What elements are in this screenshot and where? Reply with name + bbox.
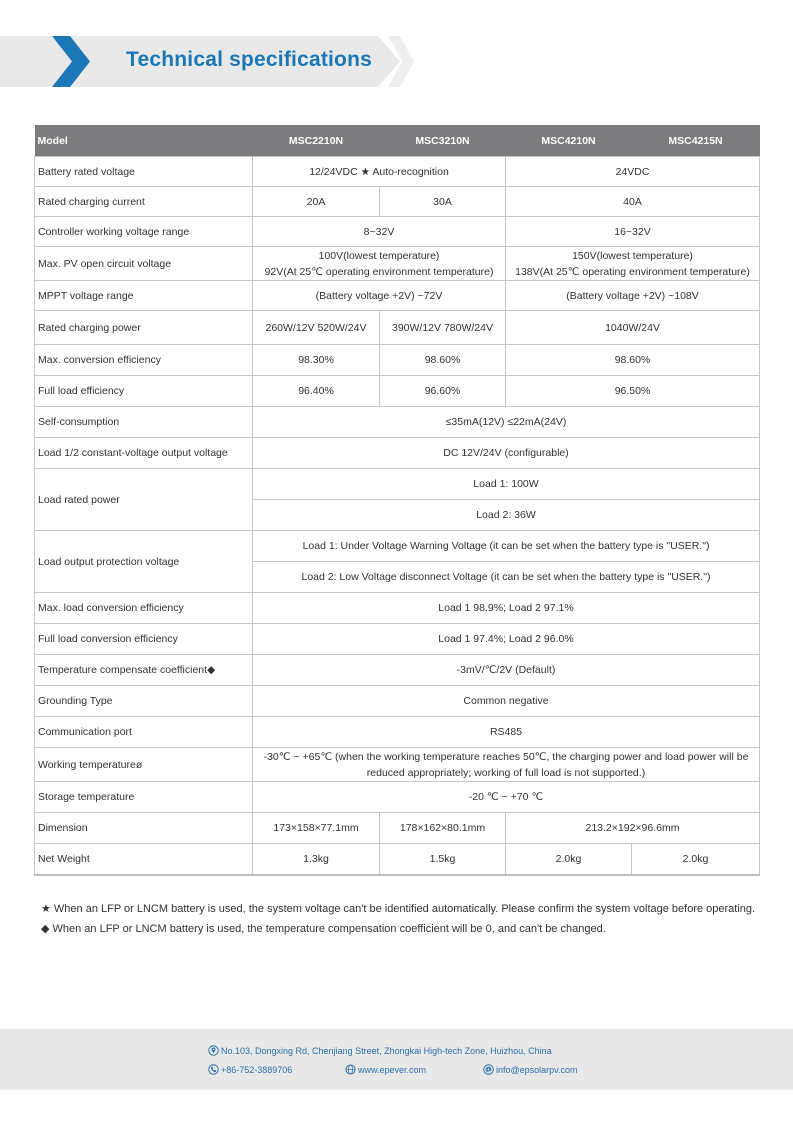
cell-value: 16~32V [506, 217, 760, 247]
table-row [35, 247, 760, 281]
row-label: Load rated power [35, 469, 253, 531]
cell-value: Load 1 98.9%; Load 2 97.1% [253, 593, 760, 624]
footnote-diamond: ◆ When an LFP or LNCM battery is used, the temperature compensation coefficient will be 0, and can't be changed. [41, 923, 606, 935]
phone-icon [208, 1064, 219, 1075]
table-row [35, 438, 760, 469]
footer-phone [208, 1064, 292, 1075]
table-row [35, 655, 760, 686]
cell-value: 24VDC [506, 157, 760, 187]
cell-value: -3mV/℃/2V (Default) [253, 655, 760, 686]
cell-value: 98.60% [380, 345, 506, 376]
table-row [35, 281, 760, 311]
table-row [35, 593, 760, 624]
row-label: Max. conversion efficiency [35, 345, 253, 376]
row-label: Net Weight [35, 844, 253, 876]
cell-value: Load 1: 100W [253, 469, 760, 500]
cell-value: Load 2: Low Voltage disconnect Voltage (it can be set when the battery type is "USER.") [253, 562, 760, 593]
row-label: Full load efficiency [35, 376, 253, 407]
cell-value: 96.50% [506, 376, 760, 407]
row-label: Self-consumption [35, 407, 253, 438]
footer [0, 1029, 793, 1090]
column-header: MSC4215N [632, 125, 760, 157]
website-link[interactable]: www.epever.com [358, 1065, 427, 1075]
cell-value: 2.0kg [632, 844, 760, 876]
table-row [35, 686, 760, 717]
cell-value: 12/24VDC ★ Auto-recognition [253, 157, 506, 187]
cell-value: 96.60% [380, 376, 506, 407]
cell-value: 8~32V [253, 217, 506, 247]
row-label: Full load conversion efficiency [35, 624, 253, 655]
cell-value: 20A [253, 187, 380, 217]
cell-value: 30A [380, 187, 506, 217]
row-label: Communication port [35, 717, 253, 748]
footnotes [41, 902, 755, 942]
table-row [35, 217, 760, 247]
column-header: MSC4210N [506, 125, 632, 157]
cell-value: 213.2×192×96.6mm [506, 813, 760, 844]
cell-value: DC 12V/24V (configurable) [253, 438, 760, 469]
table-row [35, 844, 760, 876]
row-label: Load 1/2 constant-voltage output voltage [35, 438, 253, 469]
spec-table [34, 125, 760, 876]
row-label: Rated charging power [35, 311, 253, 345]
cell-value: Load 1 97.4%; Load 2 96.0% [253, 624, 760, 655]
row-label: Max. load conversion efficiency [35, 593, 253, 624]
table-header-row [35, 125, 760, 157]
table-row [35, 311, 760, 345]
footer-email [483, 1064, 578, 1075]
table-row [35, 717, 760, 748]
cell-value: -20 ℃ ~ +70 ℃ [253, 782, 760, 813]
cell-value: 1040W/24V [506, 311, 760, 345]
cell-value: 390W/12V 780W/24V [380, 311, 506, 345]
table-row [35, 469, 760, 500]
cell-value: 2.0kg [506, 844, 632, 876]
table-row [35, 782, 760, 813]
table-row [35, 748, 760, 782]
table-row [35, 407, 760, 438]
cell-line: 92V(At 25℃ operating environment temperature) [264, 265, 494, 278]
cell-line: 150V(lowest temperature) [572, 249, 693, 262]
row-label: Dimension [35, 813, 253, 844]
cell-value: ≤35mA(12V) ≤22mA(24V) [253, 407, 760, 438]
table-row [35, 813, 760, 844]
cell-value: 173×158×77.1mm [253, 813, 380, 844]
table-row [35, 187, 760, 217]
globe-icon [345, 1064, 356, 1075]
cell-value: 40A [506, 187, 760, 217]
address-text: No.103, Dongxing Rd, Chenjiang Street, Zhongkai High-tech Zone, Huizhou, China [221, 1046, 552, 1056]
cell-value: 260W/12V 520W/24V [253, 311, 380, 345]
column-header: MSC2210N [253, 125, 380, 157]
cell-value: 178×162×80.1mm [380, 813, 506, 844]
row-label: MPPT voltage range [35, 281, 253, 311]
table-row [35, 345, 760, 376]
footnote-star: ★ When an LFP or LNCM battery is used, the system voltage can't be identified automatically. Please confirm the system voltage before operating. [41, 903, 756, 915]
table-row [35, 376, 760, 407]
row-label: Storage temperature [35, 782, 253, 813]
cell-value: RS485 [253, 717, 760, 748]
cell-line: 100V(lowest temperature) [318, 249, 440, 262]
cell-value: 98.30% [253, 345, 380, 376]
row-label: Temperature compensate coefficient◆ [35, 655, 253, 686]
cell-value: Common negative [253, 686, 760, 717]
table-row [35, 624, 760, 655]
cell-value: Load 1: Under Voltage Warning Voltage (it can be set when the battery type is "USER.") [253, 531, 760, 562]
column-header: Model [35, 125, 253, 157]
column-header: MSC3210N [380, 125, 506, 157]
cell-value: 1.5kg [380, 844, 506, 876]
cell-value: (Battery voltage +2V) ~72V [253, 281, 506, 311]
cell-value: Load 2: 36W [253, 500, 760, 531]
row-label: Battery rated voltage [35, 157, 253, 187]
email-icon [483, 1064, 494, 1075]
cell-value: (Battery voltage +2V) ~108V [506, 281, 760, 311]
row-label: Working temperatureø [35, 748, 253, 782]
cell-value [253, 247, 506, 281]
cell-value [506, 247, 760, 281]
row-label: Load output protection voltage [35, 531, 253, 593]
row-label: Rated charging current [35, 187, 253, 217]
cell-line: 138V(At 25℃ operating environment temperature) [515, 265, 750, 278]
table-row [35, 531, 760, 562]
footer-website [345, 1064, 426, 1075]
phone-text: +86-752-3889706 [221, 1065, 293, 1075]
page-title: Technical specifications [126, 48, 372, 71]
table-row [35, 157, 760, 187]
cell-value: 98.60% [506, 345, 760, 376]
footer-address [208, 1045, 552, 1056]
row-label: Controller working voltage range [35, 217, 253, 247]
email-link[interactable]: info@epsolarpv.com [496, 1065, 578, 1075]
cell-value: 1.3kg [253, 844, 380, 876]
location-pin-icon [208, 1045, 219, 1056]
row-label: Max. PV open circuit voltage [35, 247, 253, 281]
cell-value: -30℃ ~ +65℃ (when the working temperature reaches 50℃, the charging power and load power will be reduced appropriately; working of full load is not supported.) [253, 748, 760, 782]
row-label: Grounding Type [35, 686, 253, 717]
cell-value: 96.40% [253, 376, 380, 407]
